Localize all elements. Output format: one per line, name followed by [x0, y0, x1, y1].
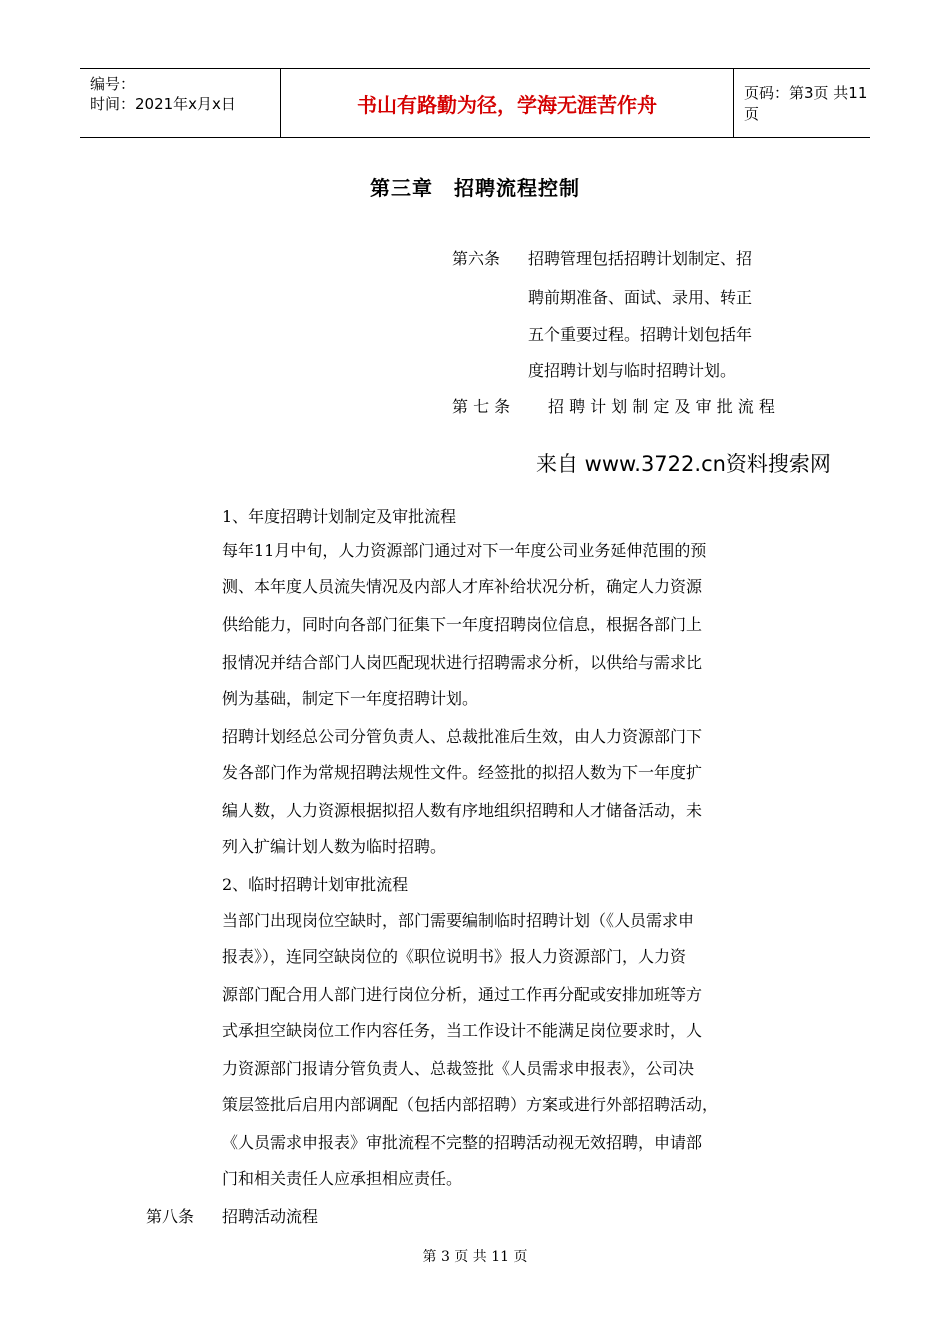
body-line: 力资源部门报请分管负责人、总裁签批《人员需求申报表》，公司决 — [222, 1059, 695, 1078]
header-page-info: 页码：第3页 共11页 — [744, 84, 868, 123]
body-line: 供给能力，同时向各部门征集下一年度招聘岗位信息，根据各部门上 — [222, 615, 703, 634]
body-line: 报表》），连同空缺岗位的《职位说明书》报人力资源部门，人力资 — [222, 947, 687, 966]
time-label: 时间：2021年x月x日 — [90, 95, 236, 113]
article-6-line: 五个重要过程。招聘计划包括年 — [528, 325, 753, 344]
body-line: 《人员需求申报表》审批流程不完整的招聘活动视无效招聘，申请部 — [222, 1133, 703, 1152]
page-header — [80, 68, 870, 138]
body-line: 每年11月中旬，人力资源部门通过对下一年度公司业务延伸范围的预 — [222, 541, 707, 560]
page-footer: 第 3 页 共 11 页 — [422, 1249, 528, 1265]
code-label: 编号： — [90, 75, 136, 93]
source-banner: 来自 www.3722.cn资料搜索网 — [536, 452, 831, 476]
body-line: 招聘计划经总公司分管负责人、总裁批准后生效，由人力资源部门下 — [222, 727, 703, 746]
article-6-line: 招聘管理包括招聘计划制定、招 — [528, 249, 753, 268]
chapter-title: 第三章 招聘流程控制 — [370, 176, 580, 200]
article-7-label: 第 七 条 — [452, 397, 511, 416]
body-line: 源部门配合用人部门进行岗位分析，通过工作再分配或安排加班等方 — [222, 985, 703, 1004]
article-6-line: 度招聘计划与临时招聘计划。 — [528, 361, 737, 380]
body-line: 策层签批后启用内部调配（包括内部招聘）方案或进行外部招聘活动， — [222, 1095, 719, 1114]
header-meta — [80, 69, 280, 137]
article-7-text: 招 聘 计 划 制 定 及 审 批 流 程 — [548, 397, 775, 416]
body-line: 2、临时招聘计划审批流程 — [222, 875, 409, 894]
body-line: 测、本年度人员流失情况及内部人才库补给状况分析，确定人力资源 — [222, 577, 703, 596]
body-line: 编人数，人力资源根据拟招人数有序地组织招聘和人才储备活动，未 — [222, 801, 703, 820]
body-line: 门和相关责任人应承担相应责任。 — [222, 1169, 463, 1188]
body-line: 发各部门作为常规招聘法规性文件。经签批的拟招人数为下一年度扩 — [222, 763, 703, 782]
body-line: 例为基础，制定下一年度招聘计划。 — [222, 689, 479, 708]
article-8-text: 招聘活动流程 — [222, 1207, 319, 1226]
body-line: 报情况并结合部门人岗匹配现状进行招聘需求分析，以供给与需求比 — [222, 653, 703, 672]
article-8-label: 第八条 — [146, 1207, 195, 1226]
body-line: 列入扩编计划人数为临时招聘。 — [222, 837, 447, 856]
body-line: 1、年度招聘计划制定及审批流程 — [222, 507, 457, 526]
body-line: 当部门出现岗位空缺时，部门需要编制临时招聘计划（《人员需求申 — [222, 911, 695, 930]
article-6-line: 聘前期准备、面试、录用、转正 — [528, 288, 753, 307]
body-line: 式承担空缺岗位工作内容任务，当工作设计不能满足岗位要求时，人 — [222, 1021, 703, 1040]
article-6-label: 第六条 — [452, 249, 501, 268]
header-motto: 书山有路勤为径，学海无涯苦作舟 — [280, 69, 734, 137]
